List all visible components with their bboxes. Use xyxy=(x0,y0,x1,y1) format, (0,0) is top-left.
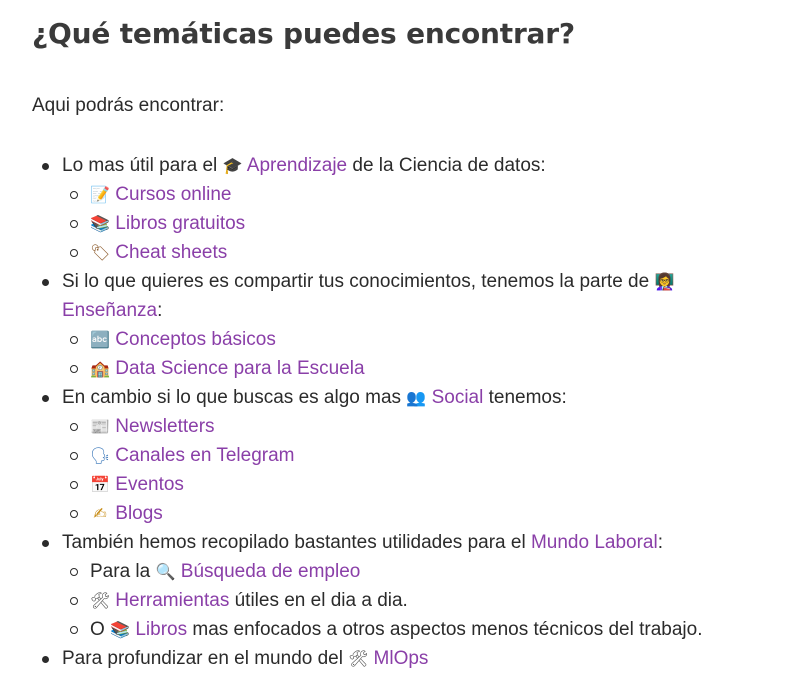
list-item xyxy=(62,180,768,209)
topic-text: Lo mas útil para el xyxy=(62,155,223,176)
list-item xyxy=(62,441,768,470)
topic-text: : xyxy=(657,532,663,553)
calendar-icon: 📅 xyxy=(90,475,110,494)
graduation-cap-icon: 🎓 xyxy=(222,156,243,175)
label-icon: 🏷 xyxy=(90,243,111,262)
sublist xyxy=(62,557,768,644)
newspaper-icon: 📰 xyxy=(90,417,110,436)
list-item xyxy=(62,412,768,441)
topic-text: Para profundizar en el mundo del xyxy=(62,648,349,669)
link-eventos[interactable]: Eventos xyxy=(115,474,184,495)
item-text: útiles en el dia a dia. xyxy=(229,590,408,611)
list-item xyxy=(62,470,768,499)
list-item xyxy=(62,557,768,586)
sublist xyxy=(62,325,768,383)
item-text: O xyxy=(90,619,111,640)
topic-text: : xyxy=(157,300,163,321)
topic-ensenanza xyxy=(32,267,768,383)
books-icon: 📚 xyxy=(90,214,110,233)
link-social[interactable]: Social xyxy=(431,387,484,408)
list-item xyxy=(62,325,768,354)
list-item xyxy=(62,586,768,615)
topic-text: Si lo que quieres es compartir tus conocimientos, tenemos la parte de xyxy=(62,271,655,292)
link-libros-gratuitos[interactable]: Libros gratuitos xyxy=(115,213,246,234)
list-item xyxy=(62,615,768,644)
link-data-science-escuela[interactable]: Data Science para la Escuela xyxy=(115,358,365,379)
topic-mundo-laboral xyxy=(32,528,768,644)
list-item xyxy=(62,354,768,383)
people-icon: 👥 xyxy=(406,388,427,407)
memo-icon: 📝 xyxy=(90,185,110,204)
link-busqueda-empleo[interactable]: Búsqueda de empleo xyxy=(180,561,361,582)
school-icon: 🏫 xyxy=(90,359,110,378)
topic-social xyxy=(32,383,768,528)
link-mundo-laboral[interactable]: Mundo Laboral xyxy=(530,532,658,553)
sublist xyxy=(62,412,768,528)
list-item xyxy=(62,238,768,267)
link-blogs[interactable]: Blogs xyxy=(115,503,163,524)
link-newsletters[interactable]: Newsletters xyxy=(115,416,215,437)
link-conceptos-basicos[interactable]: Conceptos básicos xyxy=(115,329,276,350)
link-libros[interactable]: Libros xyxy=(135,619,188,640)
link-aprendizaje[interactable]: Aprendizaje xyxy=(246,155,348,176)
topic-text: de la Ciencia de datos: xyxy=(347,155,546,176)
topic-text: tenemos: xyxy=(483,387,567,408)
teacher-icon: 👩‍🏫 xyxy=(654,272,675,291)
topic-text: En cambio si lo que buscas es algo mas xyxy=(62,387,407,408)
books-icon: 📚 xyxy=(110,620,131,639)
speaking-head-icon: 🗣 xyxy=(90,446,111,465)
writing-hand-icon: ✍ xyxy=(93,504,107,523)
link-ensenanza[interactable]: Enseñanza xyxy=(62,300,158,321)
page-title: ¿Qué temáticas puedes encontrar? xyxy=(32,17,575,50)
link-mlops[interactable]: MlOps xyxy=(373,648,429,669)
topic-list xyxy=(32,151,768,673)
link-cursos-online[interactable]: Cursos online xyxy=(115,184,232,205)
abc-icon: 🔤 xyxy=(90,330,110,349)
intro-text: Aqui podrás encontrar: xyxy=(32,95,225,116)
link-herramientas[interactable]: Herramientas xyxy=(115,590,230,611)
tools-icon: 🛠 xyxy=(348,649,369,668)
tools-icon: 🛠 xyxy=(90,591,111,610)
topic-aprendizaje xyxy=(32,151,768,267)
link-cheat-sheets[interactable]: Cheat sheets xyxy=(115,242,228,263)
sublist xyxy=(62,180,768,267)
topic-mlops xyxy=(32,644,768,673)
item-text: Para la xyxy=(90,561,156,582)
link-canales-telegram[interactable]: Canales en Telegram xyxy=(115,445,295,466)
list-item xyxy=(62,499,768,528)
list-item xyxy=(62,209,768,238)
magnifier-icon: 🔍 xyxy=(155,562,176,581)
topic-text: También hemos recopilado bastantes utilidades para el xyxy=(62,532,531,553)
item-text: mas enfocados a otros aspectos menos técnicos del trabajo. xyxy=(187,619,703,640)
